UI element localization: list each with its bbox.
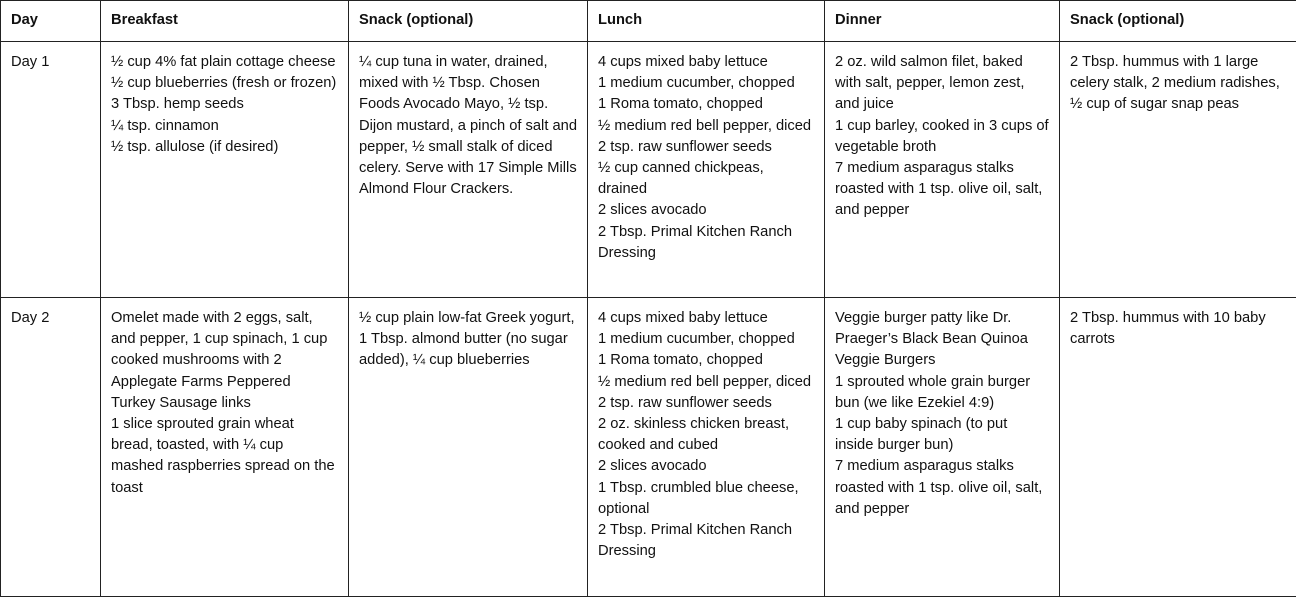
table-row-day-1 (1, 42, 1296, 298)
meal-item: 1 cup barley, cooked in 3 cups of vegetable broth (835, 116, 1049, 158)
header-breakfast: Breakfast (101, 1, 349, 42)
meal-item: 4 cups mixed baby lettuce (598, 52, 814, 73)
meal-item: 3 Tbsp. hemp seeds (111, 94, 338, 115)
meal-item: 1 Tbsp. crumbled blue cheese, optional (598, 478, 814, 520)
meal-item: 4 cups mixed baby lettuce (598, 308, 814, 329)
breakfast-cell (101, 298, 349, 597)
header-day: Day (1, 1, 101, 42)
meal-item: 2 Tbsp. Primal Kitchen Ranch Dressing (598, 222, 814, 264)
snack-2-cell (1060, 298, 1296, 597)
day-cell: Day 2 (1, 298, 101, 597)
snack-1-cell (349, 298, 588, 597)
meal-item: ¼ cup tuna in water, drained, mixed with ½ Tbsp. Chosen Foods Avocado Mayo, ½ tsp. Dijon mustard, a pinch of salt and pepper, ½ small stalk of diced celery. Serve with 17 Simple Mills Almond Flour Crackers. (359, 52, 577, 200)
meal-item: ½ cup blueberries (fresh or frozen) (111, 73, 338, 94)
meal-item: ½ medium red bell pepper, diced (598, 372, 814, 393)
meal-item: 2 slices avocado (598, 456, 814, 477)
meal-item: ½ cup 4% fat plain cottage cheese (111, 52, 338, 73)
header-snack-2: Snack (optional) (1060, 1, 1296, 42)
snack-1-cell (349, 42, 588, 298)
meal-item: 2 oz. wild salmon filet, baked with salt, pepper, lemon zest, and juice (835, 52, 1049, 116)
meal-item: 2 tsp. raw sunflower seeds (598, 393, 814, 414)
meal-item: 7 medium asparagus stalks roasted with 1 tsp. olive oil, salt, and pepper (835, 158, 1049, 222)
meal-item: 1 cup baby spinach (to put inside burger bun) (835, 414, 1049, 456)
meal-item: ¼ tsp. cinnamon (111, 116, 338, 137)
table-row-day-2 (1, 298, 1296, 597)
meal-item: 1 Roma tomato, chopped (598, 94, 814, 115)
meal-item: 2 Tbsp. Primal Kitchen Ranch Dressing (598, 520, 814, 562)
lunch-cell (588, 42, 825, 298)
meal-item: ½ tsp. allulose (if desired) (111, 137, 338, 158)
header-dinner: Dinner (825, 1, 1060, 42)
meal-item: ½ medium red bell pepper, diced (598, 116, 814, 137)
header-row (1, 1, 1296, 42)
day-cell: Day 1 (1, 42, 101, 298)
meal-item: Omelet made with 2 eggs, salt, and pepper, 1 cup spinach, 1 cup cooked mushrooms with 2 Applegate Farms Peppered Turkey Sausage links (111, 308, 338, 414)
meal-item: 2 slices avocado (598, 200, 814, 221)
meal-item: 1 medium cucumber, chopped (598, 329, 814, 350)
meal-item: 1 Roma tomato, chopped (598, 350, 814, 371)
meal-item: ½ cup plain low-fat Greek yogurt, 1 Tbsp. almond butter (no sugar added), ¼ cup blueberries (359, 308, 577, 372)
dinner-cell (825, 42, 1060, 298)
meal-item: Veggie burger patty like Dr. Praeger’s Black Bean Quinoa Veggie Burgers (835, 308, 1049, 372)
lunch-cell (588, 298, 825, 597)
meal-item: 1 slice sprouted grain wheat bread, toasted, with ¼ cup mashed raspberries spread on the toast (111, 414, 338, 499)
meal-item: 1 sprouted whole grain burger bun (we like Ezekiel 4:9) (835, 372, 1049, 414)
meal-item: ½ cup canned chickpeas, drained (598, 158, 814, 200)
breakfast-cell (101, 42, 349, 298)
snack-2-cell (1060, 42, 1296, 298)
meal-item: 2 Tbsp. hummus with 1 large celery stalk, 2 medium radishes, ½ cup of sugar snap peas (1070, 52, 1286, 116)
meal-item: 2 tsp. raw sunflower seeds (598, 137, 814, 158)
header-lunch: Lunch (588, 1, 825, 42)
meal-item: 1 medium cucumber, chopped (598, 73, 814, 94)
dinner-cell (825, 298, 1060, 597)
meal-item: 2 Tbsp. hummus with 10 baby carrots (1070, 308, 1286, 350)
meal-item: 2 oz. skinless chicken breast, cooked and cubed (598, 414, 814, 456)
meal-item: 7 medium asparagus stalks roasted with 1 tsp. olive oil, salt, and pepper (835, 456, 1049, 520)
header-snack-1: Snack (optional) (349, 1, 588, 42)
